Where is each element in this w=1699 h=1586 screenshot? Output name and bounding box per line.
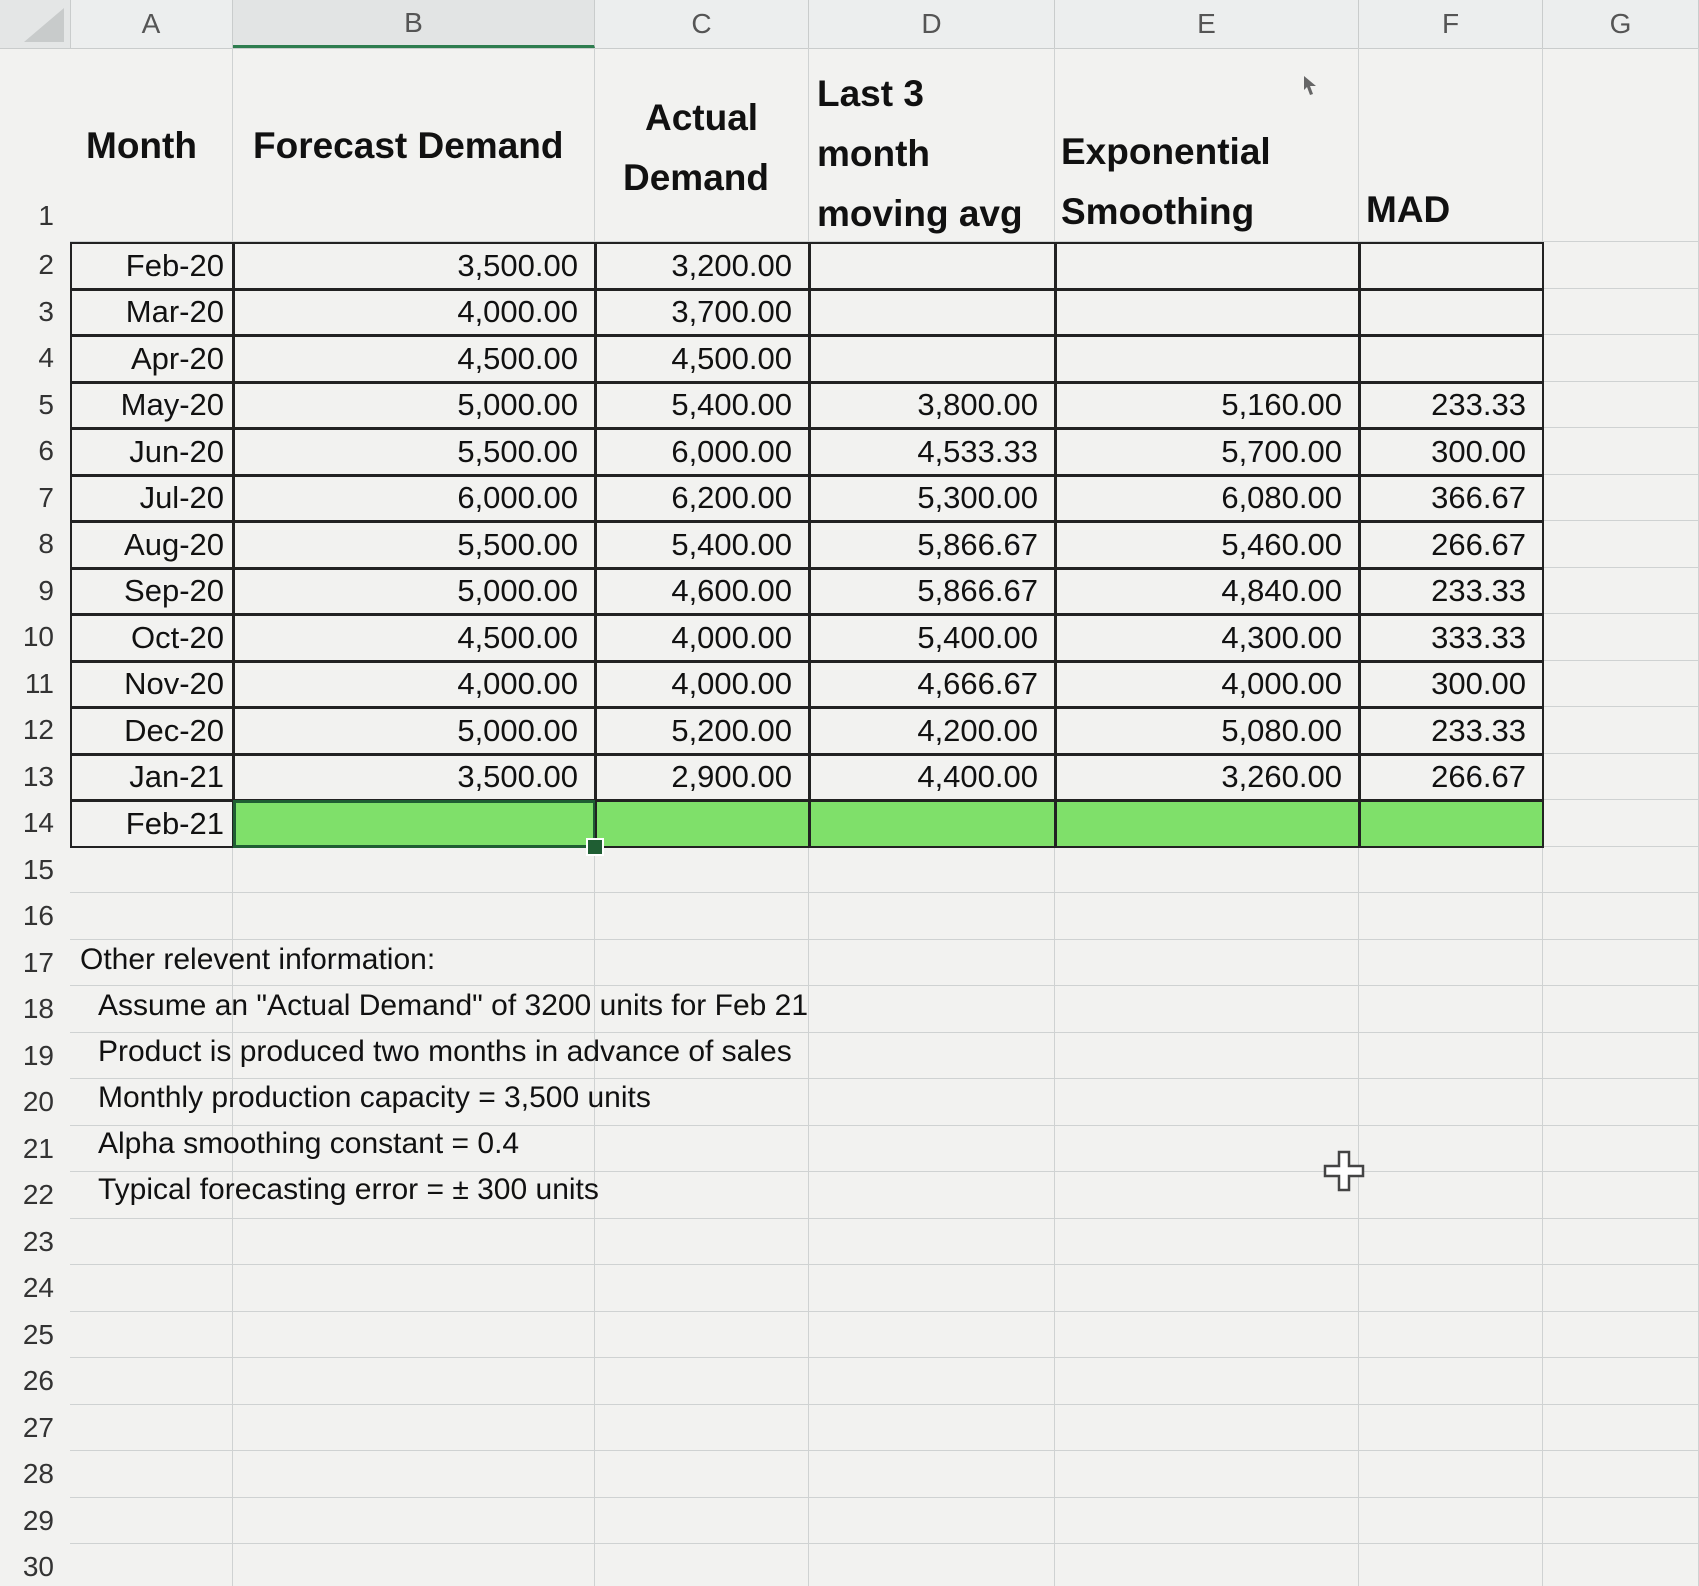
row-header-2[interactable]: 2 <box>38 249 54 280</box>
mouse-pointer-icon <box>1302 74 1318 96</box>
column-header-b[interactable]: B <box>233 0 595 48</box>
grid-cell[interactable] <box>595 1544 809 1586</box>
grid-cell[interactable] <box>595 940 809 987</box>
exp-smoothing-cell[interactable]: 5,460.00 <box>1055 521 1360 569</box>
actual-cell[interactable]: 4,600.00 <box>595 568 810 616</box>
row-header-13[interactable]: 13 <box>22 760 54 792</box>
column-header-e[interactable]: E <box>1055 0 1359 48</box>
actual-cell[interactable]: 2,900.00 <box>595 754 810 802</box>
row-header-12[interactable]: 12 <box>22 714 54 745</box>
row-header-4[interactable]: 4 <box>38 342 54 373</box>
mad-cell[interactable]: 233.33 <box>1359 568 1544 616</box>
grid-cell[interactable] <box>1543 800 1699 847</box>
grid-cell[interactable] <box>1543 335 1699 382</box>
mad-cell[interactable]: 300.00 <box>1359 428 1544 476</box>
grid-cell[interactable] <box>1055 940 1359 987</box>
row-header-6[interactable]: 6 <box>38 435 54 466</box>
grid-cell[interactable] <box>1543 847 1699 894</box>
exp-smoothing-cell[interactable] <box>1055 335 1360 383</box>
mad-cell[interactable] <box>1359 289 1544 337</box>
grid-cell[interactable] <box>595 893 809 940</box>
grid-cell[interactable] <box>1359 1265 1543 1312</box>
mavg-cell[interactable]: 5,300.00 <box>809 475 1056 523</box>
column-header-a[interactable]: A <box>70 0 233 48</box>
grid-cell[interactable] <box>70 1451 233 1498</box>
grid-cell[interactable] <box>1359 1358 1543 1405</box>
grid-cell[interactable] <box>809 847 1055 894</box>
month-cell[interactable]: Sep-20 <box>70 568 234 616</box>
row-header-25[interactable]: 25 <box>22 1318 54 1350</box>
column-header-g[interactable]: G <box>1543 0 1699 48</box>
grid-cell[interactable] <box>1359 1451 1543 1498</box>
actual-cell[interactable]: 5,200.00 <box>595 707 810 755</box>
grid-cell[interactable] <box>1359 1172 1543 1219</box>
grid-cell[interactable] <box>1543 568 1699 615</box>
grid-cell[interactable] <box>1543 1172 1699 1219</box>
grid-cell[interactable] <box>1543 475 1699 522</box>
mavg-cell[interactable]: 5,400.00 <box>809 614 1056 662</box>
grid-cell[interactable] <box>233 1312 595 1359</box>
month-cell[interactable]: Feb-20 <box>70 242 234 290</box>
actual-cell[interactable]: 3,700.00 <box>595 289 810 337</box>
grid-cell[interactable] <box>1055 1033 1359 1080</box>
grid-cell[interactable] <box>1359 1219 1543 1266</box>
row-header-14[interactable]: 14 <box>22 807 54 838</box>
grid-cell[interactable] <box>1359 847 1543 894</box>
grid-cell[interactable] <box>595 1451 809 1498</box>
row-header-23[interactable]: 23 <box>22 1225 54 1257</box>
grid-cell[interactable] <box>1359 1405 1543 1452</box>
grid-cell[interactable] <box>70 1544 233 1586</box>
row-header-21[interactable]: 21 <box>22 1132 54 1164</box>
month-cell[interactable]: Jul-20 <box>70 475 234 523</box>
grid-cell[interactable] <box>1543 986 1699 1033</box>
month-cell[interactable]: Feb-21 <box>70 800 234 848</box>
exp-smoothing-cell[interactable] <box>1055 242 1360 290</box>
header-mavg-line1: Last 3 <box>817 73 924 114</box>
column-header-bar <box>0 0 1699 49</box>
grid-cell[interactable] <box>1543 1544 1699 1586</box>
grid-cell[interactable] <box>233 893 595 940</box>
header-month: Month <box>86 125 197 166</box>
grid-cell[interactable] <box>1359 940 1543 987</box>
row-header-16[interactable]: 16 <box>22 900 54 931</box>
grid-cell[interactable] <box>233 847 595 894</box>
grid-cell[interactable] <box>1055 1079 1359 1126</box>
grid-cell[interactable] <box>1055 1219 1359 1266</box>
grid-cell[interactable] <box>1055 1172 1359 1219</box>
grid-cell[interactable] <box>595 1498 809 1545</box>
mad-cell[interactable] <box>1359 335 1544 383</box>
row-header-17[interactable]: 17 <box>22 946 54 978</box>
grid-cell[interactable] <box>809 1451 1055 1498</box>
header-actual-line2: Demand <box>623 157 769 198</box>
exp-smoothing-cell[interactable]: 5,080.00 <box>1055 707 1360 755</box>
header-exp-line2: Smoothing <box>1061 191 1255 232</box>
grid-cell[interactable] <box>70 1498 233 1545</box>
grid-cell[interactable] <box>1055 1265 1359 1312</box>
grid-cell[interactable] <box>809 1312 1055 1359</box>
mad-cell[interactable]: 266.67 <box>1359 521 1544 569</box>
grid-cell[interactable] <box>1543 614 1699 661</box>
note-line: Typical forecasting error = ± 300 units <box>98 1173 599 1206</box>
grid-cell[interactable] <box>70 893 233 940</box>
header-exp-line1: Exponential <box>1061 131 1271 172</box>
mad-cell[interactable]: 233.33 <box>1359 707 1544 755</box>
row-header-20[interactable]: 20 <box>22 1086 54 1117</box>
note-line: Monthly production capacity = 3,500 units <box>98 1081 651 1114</box>
grid-cell[interactable] <box>1543 1265 1699 1312</box>
column-header-f[interactable]: F <box>1359 0 1543 48</box>
forecast-cell[interactable]: 3,500.00 <box>233 754 596 802</box>
mad-cell[interactable]: 300.00 <box>1359 661 1544 709</box>
grid-cell[interactable] <box>1543 48 1699 242</box>
exp-smoothing-cell[interactable]: 3,260.00 <box>1055 754 1360 802</box>
forecast-cell[interactable]: 4,000.00 <box>233 289 596 337</box>
grid-cell[interactable] <box>70 1219 233 1266</box>
exp-smoothing-cell[interactable]: 4,840.00 <box>1055 568 1360 616</box>
mad-cell[interactable]: 266.67 <box>1359 754 1544 802</box>
row-header-11[interactable]: 11 <box>24 667 54 699</box>
note-line: Product is produced two months in advance of sales <box>98 1035 792 1068</box>
forecast-cell[interactable]: 4,500.00 <box>233 335 596 383</box>
notes-title: Other relevent information: <box>80 943 436 976</box>
grid-cell[interactable] <box>595 1265 809 1312</box>
actual-cell[interactable] <box>595 800 810 848</box>
actual-cell[interactable]: 4,500.00 <box>595 335 810 383</box>
cell-grid[interactable] <box>70 48 1699 1586</box>
row-header-3[interactable]: 3 <box>38 295 54 327</box>
grid-cell[interactable] <box>595 1219 809 1266</box>
row-header-30[interactable]: 30 <box>22 1551 54 1582</box>
grid-cell[interactable] <box>809 1079 1055 1126</box>
grid-cell[interactable] <box>595 1312 809 1359</box>
month-cell[interactable]: Aug-20 <box>70 521 234 569</box>
grid-cell[interactable] <box>1543 707 1699 754</box>
grid-cell[interactable] <box>1055 1126 1359 1173</box>
grid-cell[interactable] <box>1543 382 1699 429</box>
grid-cell[interactable] <box>1543 1358 1699 1405</box>
row-header-15[interactable]: 15 <box>22 853 54 885</box>
forecast-cell[interactable]: 4,500.00 <box>233 614 596 662</box>
mavg-cell[interactable] <box>809 800 1056 848</box>
forecast-cell[interactable] <box>233 800 596 848</box>
grid-cell[interactable] <box>1543 1312 1699 1359</box>
grid-cell[interactable] <box>809 1405 1055 1452</box>
grid-cell[interactable] <box>233 1451 595 1498</box>
actual-cell[interactable]: 6,200.00 <box>595 475 810 523</box>
grid-cell[interactable] <box>595 1126 809 1173</box>
header-mavg-line2: month <box>817 133 931 174</box>
grid-cell[interactable] <box>809 1265 1055 1312</box>
exp-smoothing-cell[interactable]: 6,080.00 <box>1055 475 1360 523</box>
grid-cell[interactable] <box>809 1126 1055 1173</box>
row-header-29[interactable]: 29 <box>22 1504 54 1536</box>
grid-cell[interactable] <box>1543 754 1699 801</box>
grid-cell[interactable] <box>233 1358 595 1405</box>
grid-cell[interactable] <box>1055 1498 1359 1545</box>
forecast-cell[interactable]: 5,000.00 <box>233 568 596 616</box>
mavg-cell[interactable]: 3,800.00 <box>809 382 1056 430</box>
month-cell[interactable]: Apr-20 <box>70 335 234 383</box>
grid-cell[interactable] <box>1543 1498 1699 1545</box>
grid-cell[interactable] <box>1543 1033 1699 1080</box>
month-cell[interactable]: Oct-20 <box>70 614 234 662</box>
header-actual-line1: Actual <box>645 97 759 138</box>
grid-cell[interactable] <box>1543 289 1699 336</box>
forecast-cell[interactable]: 5,000.00 <box>233 707 596 755</box>
grid-cell[interactable] <box>70 1358 233 1405</box>
header-mavg-line3: moving avg <box>817 193 1023 234</box>
grid-cell[interactable] <box>595 1405 809 1452</box>
header-mad: MAD <box>1366 189 1451 230</box>
row-header-9[interactable]: 9 <box>38 574 54 606</box>
grid-cell[interactable] <box>1055 1405 1359 1452</box>
mavg-cell[interactable] <box>809 289 1056 337</box>
grid-cell[interactable] <box>233 1544 595 1586</box>
select-all-triangle-icon <box>24 8 64 42</box>
grid-cell[interactable] <box>1359 1312 1543 1359</box>
grid-cell[interactable] <box>70 1265 233 1312</box>
grid-cell[interactable] <box>1055 847 1359 894</box>
exp-smoothing-cell[interactable]: 4,300.00 <box>1055 614 1360 662</box>
forecast-cell[interactable]: 4,000.00 <box>233 661 596 709</box>
mavg-cell[interactable]: 4,200.00 <box>809 707 1056 755</box>
grid-cell[interactable] <box>1359 1079 1543 1126</box>
mavg-cell[interactable] <box>809 242 1056 290</box>
note-line: Alpha smoothing constant = 0.4 <box>98 1127 520 1160</box>
grid-cell[interactable] <box>809 940 1055 987</box>
actual-cell[interactable]: 5,400.00 <box>595 382 810 430</box>
grid-cell[interactable] <box>595 1358 809 1405</box>
row-header-7[interactable]: 7 <box>38 481 54 513</box>
month-cell[interactable]: Nov-20 <box>70 661 234 709</box>
exp-smoothing-cell[interactable]: 4,000.00 <box>1055 661 1360 709</box>
forecast-cell[interactable]: 5,500.00 <box>233 521 596 569</box>
row-header-22[interactable]: 22 <box>22 1179 54 1210</box>
grid-cell[interactable] <box>1359 893 1543 940</box>
grid-cell[interactable] <box>70 1405 233 1452</box>
month-cell[interactable]: Dec-20 <box>70 707 234 755</box>
fill-handle[interactable] <box>586 838 604 856</box>
mavg-cell[interactable] <box>809 335 1056 383</box>
select-all-corner[interactable] <box>0 0 71 48</box>
grid-cell[interactable] <box>1359 1544 1543 1586</box>
exp-smoothing-cell[interactable]: 5,160.00 <box>1055 382 1360 430</box>
grid-cell[interactable] <box>233 1498 595 1545</box>
grid-cell[interactable] <box>1543 893 1699 940</box>
grid-cell[interactable] <box>809 1498 1055 1545</box>
grid-cell[interactable] <box>1543 1126 1699 1173</box>
grid-cell[interactable] <box>1055 893 1359 940</box>
row-header-18[interactable]: 18 <box>22 993 54 1024</box>
row-header-28[interactable]: 28 <box>22 1458 54 1489</box>
column-header-c[interactable]: C <box>595 0 809 48</box>
grid-cell[interactable] <box>809 1219 1055 1266</box>
grid-cell[interactable] <box>809 1544 1055 1586</box>
grid-cell[interactable] <box>1543 661 1699 708</box>
grid-cell[interactable] <box>1543 940 1699 987</box>
mavg-cell[interactable]: 4,400.00 <box>809 754 1056 802</box>
mavg-cell[interactable]: 4,533.33 <box>809 428 1056 476</box>
header-forecast-demand: Forecast Demand <box>253 125 564 166</box>
column-header-d[interactable]: D <box>809 0 1055 48</box>
grid-cell[interactable] <box>233 1405 595 1452</box>
exp-smoothing-cell[interactable] <box>1055 800 1360 848</box>
month-cell[interactable]: May-20 <box>70 382 234 430</box>
grid-cell[interactable] <box>809 1033 1055 1080</box>
grid-cell[interactable] <box>1055 1312 1359 1359</box>
row-header-8[interactable]: 8 <box>38 528 54 559</box>
grid-cell[interactable] <box>1543 428 1699 475</box>
grid-cell[interactable] <box>809 1172 1055 1219</box>
grid-cell[interactable] <box>1543 1451 1699 1498</box>
month-cell[interactable]: Jun-20 <box>70 428 234 476</box>
mavg-cell[interactable]: 5,866.67 <box>809 521 1056 569</box>
grid-cell[interactable] <box>1359 1498 1543 1545</box>
row-header-1[interactable]: 1 <box>38 200 54 231</box>
mad-cell[interactable]: 333.33 <box>1359 614 1544 662</box>
grid-cell[interactable] <box>70 1312 233 1359</box>
grid-cell[interactable] <box>1359 1126 1543 1173</box>
grid-cell[interactable] <box>1543 242 1699 289</box>
grid-cell[interactable] <box>595 847 809 894</box>
forecast-cell[interactable]: 5,000.00 <box>233 382 596 430</box>
row-header-5[interactable]: 5 <box>38 388 54 420</box>
actual-cell[interactable]: 3,200.00 <box>595 242 810 290</box>
actual-cell[interactable]: 5,400.00 <box>595 521 810 569</box>
grid-cell[interactable] <box>595 1172 809 1219</box>
row-header-19[interactable]: 19 <box>22 1039 54 1071</box>
grid-cell[interactable] <box>233 1265 595 1312</box>
mad-cell[interactable]: 233.33 <box>1359 382 1544 430</box>
grid-cell[interactable] <box>1543 1219 1699 1266</box>
note-line: Assume an "Actual Demand" of 3200 units for Feb 21 <box>98 989 809 1022</box>
actual-cell[interactable]: 4,000.00 <box>595 614 810 662</box>
grid-cell[interactable] <box>1055 1358 1359 1405</box>
grid-cell[interactable] <box>1543 521 1699 568</box>
grid-cell[interactable] <box>1543 1079 1699 1126</box>
grid-cell[interactable] <box>233 1219 595 1266</box>
move-cursor-icon <box>1322 1149 1366 1193</box>
actual-cell[interactable]: 6,000.00 <box>595 428 810 476</box>
forecast-cell[interactable]: 5,500.00 <box>233 428 596 476</box>
month-cell[interactable]: Jan-21 <box>70 754 234 802</box>
grid-cell[interactable] <box>1055 1544 1359 1586</box>
grid-cell[interactable] <box>1055 1451 1359 1498</box>
row-header-27[interactable]: 27 <box>22 1411 54 1443</box>
grid-cell[interactable] <box>809 1358 1055 1405</box>
grid-cell[interactable] <box>809 893 1055 940</box>
month-cell[interactable]: Mar-20 <box>70 289 234 337</box>
row-header-24[interactable]: 24 <box>22 1272 54 1303</box>
forecast-cell[interactable]: 3,500.00 <box>233 242 596 290</box>
mad-cell[interactable]: 366.67 <box>1359 475 1544 523</box>
grid-cell[interactable] <box>1055 986 1359 1033</box>
actual-cell[interactable]: 4,000.00 <box>595 661 810 709</box>
mad-cell[interactable] <box>1359 800 1544 848</box>
grid-cell[interactable] <box>1359 986 1543 1033</box>
mad-cell[interactable] <box>1359 242 1544 290</box>
exp-smoothing-cell[interactable]: 5,700.00 <box>1055 428 1360 476</box>
row-header-10[interactable]: 10 <box>22 621 54 652</box>
grid-cell[interactable] <box>1543 1405 1699 1452</box>
mavg-cell[interactable]: 4,666.67 <box>809 661 1056 709</box>
forecast-cell[interactable]: 6,000.00 <box>233 475 596 523</box>
grid-cell[interactable] <box>809 986 1055 1033</box>
grid-cell[interactable] <box>70 847 233 894</box>
mavg-cell[interactable]: 5,866.67 <box>809 568 1056 616</box>
row-header-26[interactable]: 26 <box>22 1365 54 1396</box>
grid-cell[interactable] <box>1359 1033 1543 1080</box>
exp-smoothing-cell[interactable] <box>1055 289 1360 337</box>
